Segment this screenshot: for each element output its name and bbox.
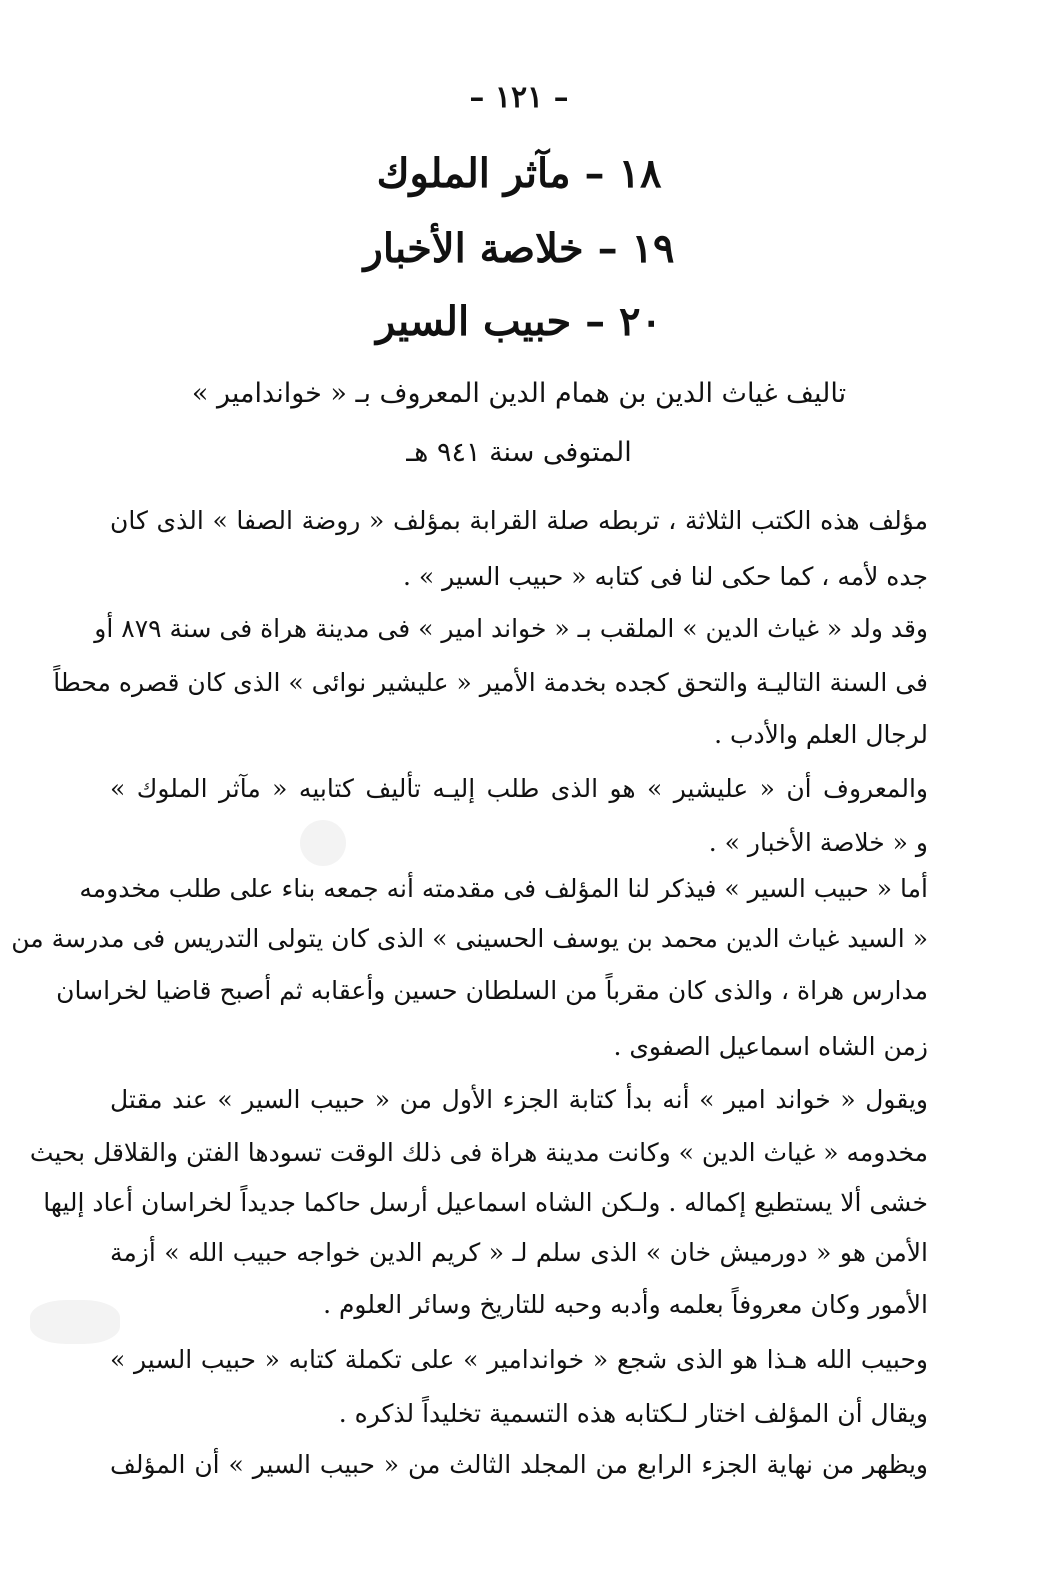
text-line: أما « حبيب السير » فيذكر لنا المؤلف فى مقدمته أنه جمعه بناء على طلب مخدومه bbox=[79, 874, 928, 903]
heading-title-18: ١٨ – مآثر الملوك bbox=[376, 150, 662, 197]
scan-smudge bbox=[30, 1300, 120, 1344]
text-line: والمعروف أن « عليشير » هو الذى طلب إليـه تأليف كتابيه « مآثر الملوك » bbox=[110, 774, 928, 803]
text-line: مخدومه « غياث الدين » وكانت مدينة هراة فى ذلك الوقت تسودها الفتن والقلاقل بحيث bbox=[29, 1138, 928, 1167]
text-line: الأمن هو « دورميش خان » الذى سلم لـ « كريم الدين خواجه حبيب الله » أزمة bbox=[110, 1238, 928, 1267]
text-line: وحبيب الله هـذا هو الذى شجع « خواندامير » على تكملة كتابه « حبيب السير » bbox=[110, 1345, 928, 1374]
author-line: تاليف غياث الدين بن همام الدين المعروف بـ « خواندامير » bbox=[191, 378, 847, 409]
text-line: ويقال أن المؤلف اختار لـكتابه هذه التسمية تخليداً لذكره . bbox=[338, 1399, 928, 1428]
text-line: و « خلاصة الأخبار » . bbox=[708, 828, 928, 857]
text-line: مؤلف هذه الكتب الثلاثة ، تربطه صلة القرابة بمؤلف « روضة الصفا » الذى كان bbox=[110, 506, 928, 535]
text-line: الأمور وكان معروفاً بعلمه وأدبه وحبه للتاريخ وسائر العلوم . bbox=[323, 1290, 928, 1319]
text-line: ويظهر من نهاية الجزء الرابع من المجلد الثالث من « حبيب السير » أن المؤلف bbox=[110, 1450, 928, 1479]
heading-title-19: ١٩ – خلاصة الأخبار bbox=[363, 225, 675, 272]
text-line: « السيد غياث الدين محمد بن يوسف الحسينى » الذى كان يتولى التدريس فى مدرسة من bbox=[11, 924, 928, 953]
text-line: مدارس هراة ، والذى كان مقرباً من السلطان حسين وأعقابه ثم أصبح قاضيا لخراسان bbox=[56, 976, 928, 1005]
text-line: فى السنة التاليـة والتحق كجده بخدمة الأمير « عليشير نوائى » الذى كان قصره محطاً bbox=[53, 668, 928, 697]
death-date-line: المتوفى سنة ٩٤١ هـ bbox=[406, 437, 632, 468]
text-line: وقد ولد « غياث الدين » الملقب بـ « خواند امير » فى مدينة هراة فى سنة ٨٧٩ أو bbox=[94, 614, 928, 643]
page-number: – ١٢١ – bbox=[469, 80, 569, 115]
text-line: جده لأمه ، كما حكى لنا فى كتابه « حبيب السير » . bbox=[402, 562, 928, 591]
text-line: خشى ألا يستطيع إكماله . ولـكن الشاه اسماعيل أرسل حاكما جديداً لخراسان أعاد إليها bbox=[43, 1188, 928, 1217]
text-line: ويقول « خواند امير » أنه بدأ كتابة الجزء الأول من « حبيب السير » عند مقتل bbox=[110, 1085, 928, 1114]
text-line: لرجال العلم والأدب . bbox=[714, 720, 928, 749]
text-line: زمن الشاه اسماعيل الصفوى . bbox=[613, 1032, 928, 1061]
heading-title-20: ٢٠ – حبيب السير bbox=[375, 298, 662, 345]
